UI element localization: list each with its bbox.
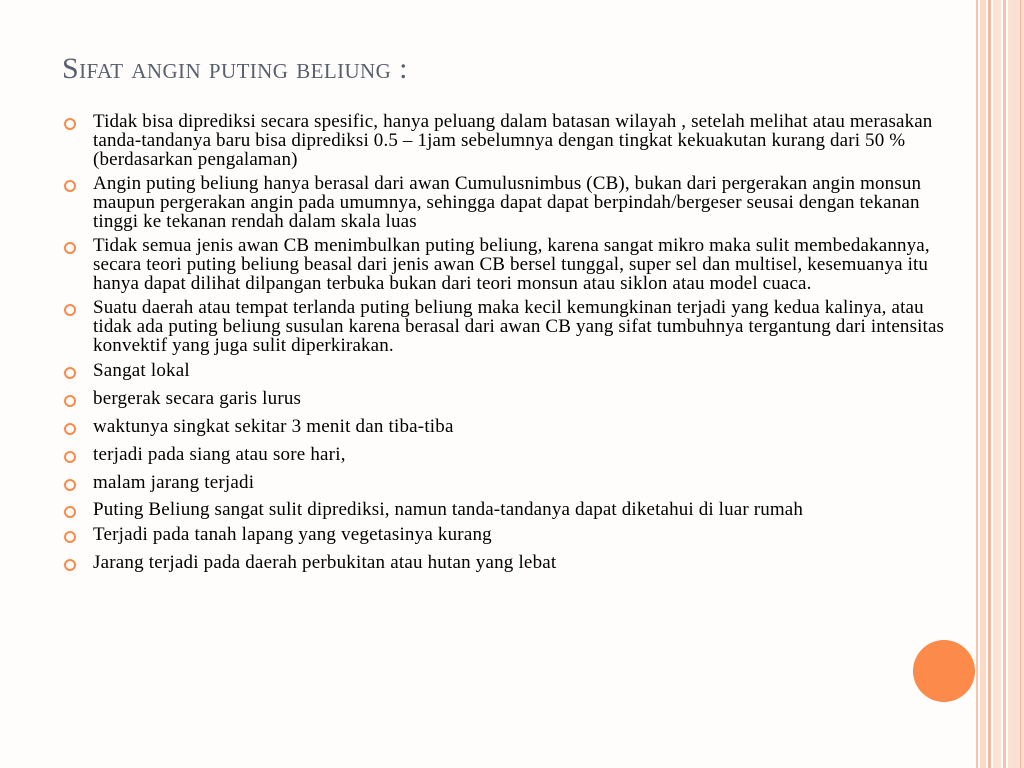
bullet-item [62, 444, 962, 466]
decorative-stripe [1003, 0, 1006, 768]
bullet-text: malam jarang terjadi [93, 472, 255, 493]
hollow-circle-bullet-icon [64, 242, 76, 254]
hollow-circle-bullet-icon [64, 506, 76, 518]
hollow-circle-bullet-icon [64, 367, 76, 379]
bullet-item [62, 472, 962, 494]
hollow-circle-bullet-icon [64, 531, 76, 543]
bullet-text: Tidak bisa diprediksi secara spesific, hanya peluang dalam batasan wilayah , setelah melihat atau merasakan tanda-tandanya baru bisa diprediksi 0.5 – 1jam sebelumnya dengan tingkat kekuakutan kurang dari 50 % (berdasarkan pengalaman) [93, 111, 933, 170]
bullet-text: Terjadi pada tanah lapang yang vegetasinya kurang [93, 524, 492, 545]
bullet-item [62, 112, 962, 169]
hollow-circle-bullet-icon [64, 180, 76, 192]
bullet-item [62, 552, 962, 574]
bullet-text: terjadi pada siang atau sore hari, [93, 444, 346, 465]
decorative-stripe [993, 0, 1001, 768]
decorative-stripe [1020, 0, 1021, 768]
decorative-stripe [976, 0, 978, 768]
bullet-text: Jarang terjadi pada daerah perbukitan atau hutan yang lebat [93, 552, 557, 573]
bullet-text: Tidak semua jenis awan CB menimbulkan puting beliung, karena sangat mikro maka sulit membedakannya, secara teori puting beliung beasal dari jenis awan CB bersel tunggal, super sel dan multisel, kesemuanya itu hanya dapat dilihat dilpangan terbuka bukan dari teori monsun atau siklon atau model cuaca. [93, 235, 930, 294]
hollow-circle-bullet-icon [64, 304, 76, 316]
bullet-item [62, 388, 962, 410]
decorative-orange-circle [913, 640, 975, 702]
bullet-text: Angin puting beliung hanya berasal dari awan Cumulusnimbus (CB), bukan dari pergerakan angin monsun maupun pergerakan angin pada umumnya, sehingga dapat dapat berpindah/bergeser seusai dengan tekanan tinggi ke tekanan rendah dalam skala luas [93, 173, 922, 232]
decorative-stripe [980, 0, 986, 768]
hollow-circle-bullet-icon [64, 118, 76, 130]
bullet-text: waktunya singkat sekitar 3 menit dan tiba-tiba [93, 416, 454, 437]
slide-title: Sifat angin puting beliung : [62, 52, 408, 85]
hollow-circle-bullet-icon [64, 395, 76, 407]
hollow-circle-bullet-icon [64, 451, 76, 463]
bullet-list [62, 112, 962, 580]
bullet-item [62, 500, 962, 519]
bullet-item [62, 174, 962, 231]
bullet-item [62, 524, 962, 546]
bullet-text: bergerak secara garis lurus [93, 388, 302, 409]
decorative-stripe [988, 0, 991, 768]
bullet-item [62, 360, 962, 382]
hollow-circle-bullet-icon [64, 559, 76, 571]
hollow-circle-bullet-icon [64, 479, 76, 491]
decorative-stripe [1008, 0, 1024, 768]
bullet-text: Suatu daerah atau tempat terlanda puting beliung maka kecil kemungkinan terjadi yang kedua kalinya, atau tidak ada puting beliung susulan karena berasal dari awan CB yang sifat tumbuhnya tergantung dari intensitas konvektif yang juga sulit diperkirakan. [93, 297, 945, 356]
bullet-text: Puting Beliung sangat sulit diprediksi, namun tanda-tandanya dapat diketahui di luar rumah [93, 499, 804, 520]
bullet-item [62, 416, 962, 438]
bullet-text: Sangat lokal [93, 360, 190, 381]
bullet-item [62, 236, 962, 293]
hollow-circle-bullet-icon [64, 423, 76, 435]
bullet-item [62, 298, 962, 355]
